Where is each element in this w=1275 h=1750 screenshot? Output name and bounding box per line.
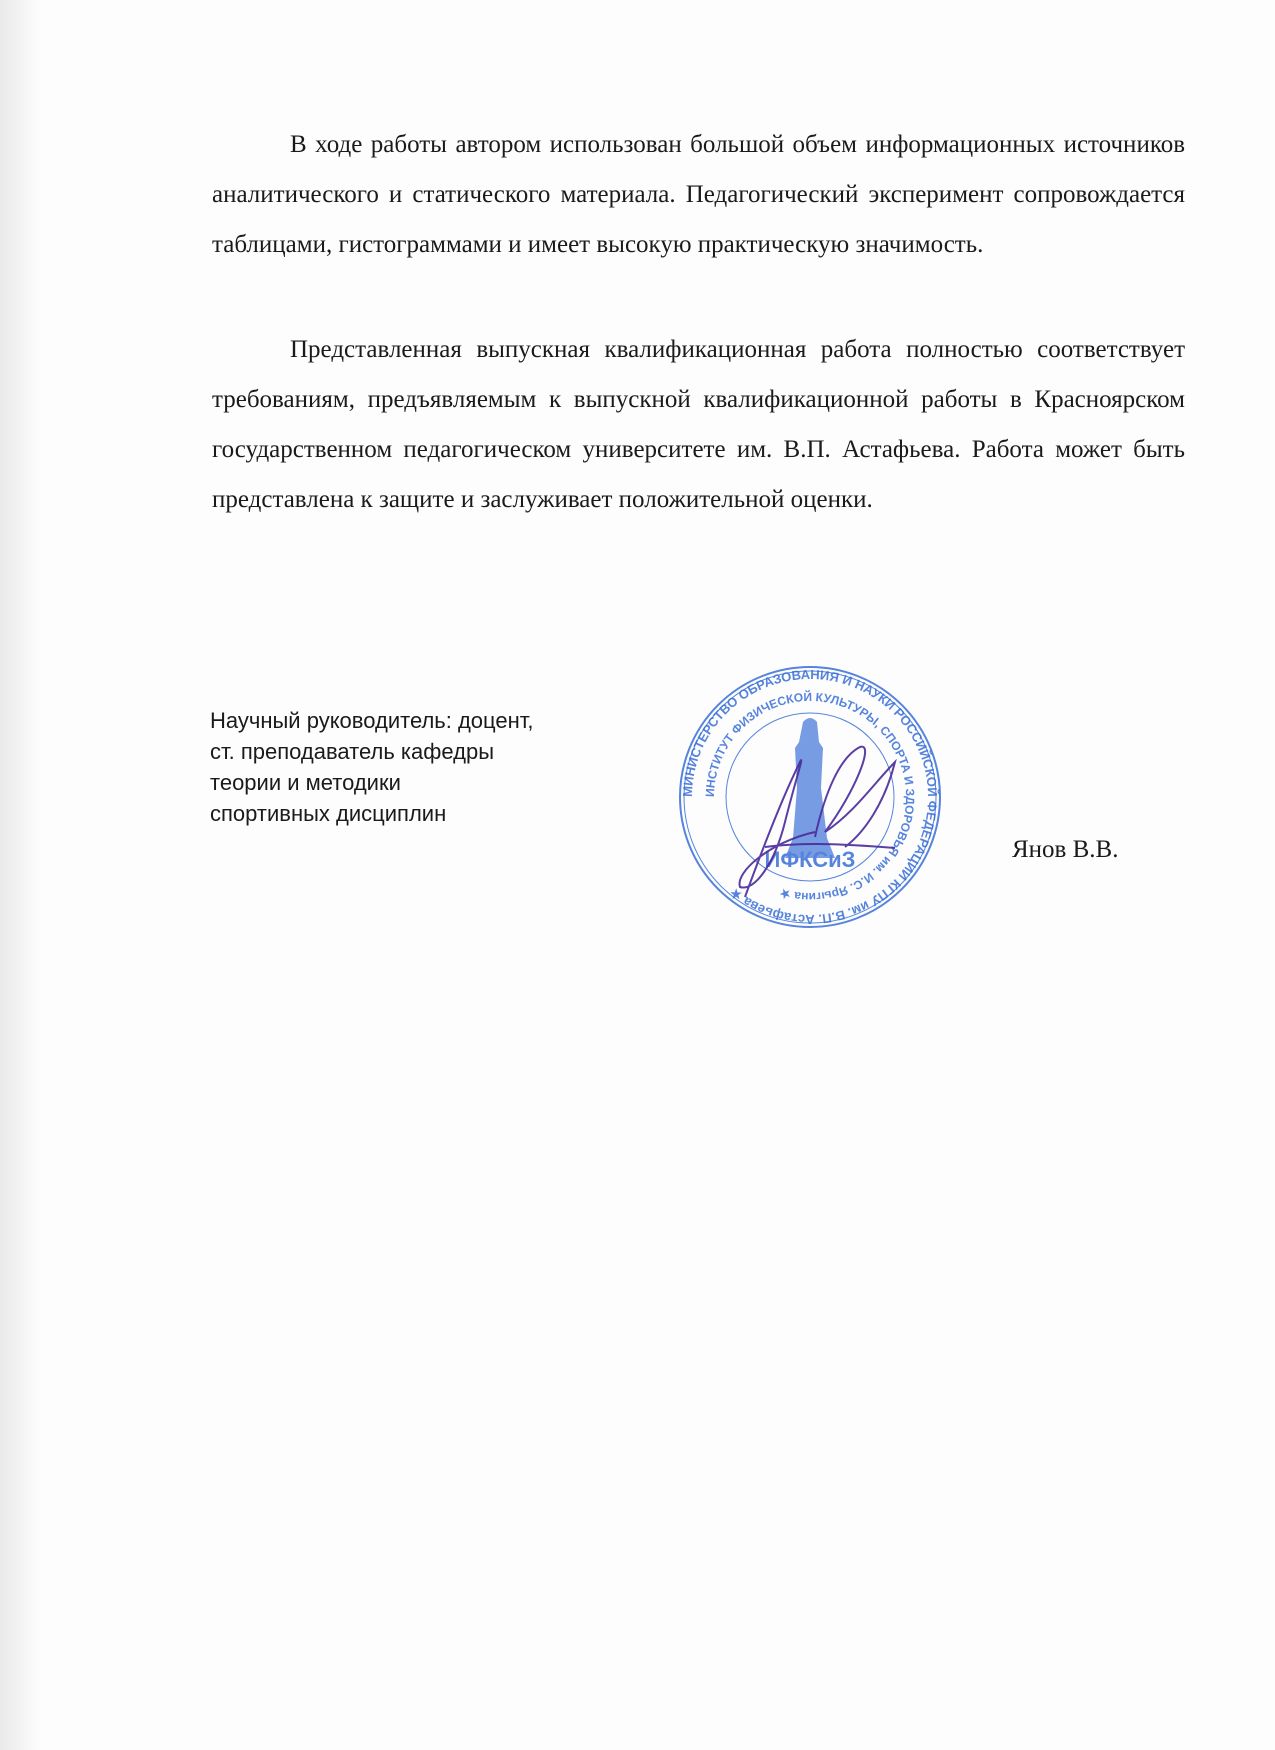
paragraph-2: [212, 325, 1185, 525]
scan-edge: [0, 0, 40, 1750]
paragraph-1: [212, 120, 1185, 270]
supervisor-title-line: ст. преподаватель кафедры: [210, 739, 495, 764]
supervisor-title-line: Научный руководитель: доцент,: [210, 708, 534, 733]
institution-stamp: [675, 662, 945, 932]
stamp-inner-text: ИНСТИТУТ ФИЗИЧЕСКОЙ КУЛЬТУРЫ, СПОРТА И ЗДОРОВЬЯ им. И.С. Ярыгина ★: [702, 689, 918, 905]
supervisor-name: Янов В.В.: [1012, 836, 1119, 863]
supervisor-title-line: спортивных дисциплин: [210, 801, 447, 826]
paragraph-text: В ходе работы автором использован большой объем информационных источников аналитического и статического материала. Педагогический эксперимент сопровождается таблицами, гистограммами и имеет высокую практическую значимость.: [212, 131, 1185, 258]
statue-emblem-icon: [785, 718, 835, 858]
stamp-center-text: ИФКСиЗ: [764, 847, 856, 872]
supervisor-title-line: теории и методики: [210, 770, 401, 795]
paragraph-text: Представленная выпускная квалификационная работа полностью соответствует требованиям, предъявляемым к выпускной квалификационной работы в Красноярском государственном педагогическом университете им. В.П. Астафьева. Работа может быть представлена к защите и заслуживает положительной оценки.: [212, 336, 1185, 513]
supervisor-signature-block: [210, 705, 534, 829]
stamp-outer-text: МИНИСТЕРСТВО ОБРАЗОВАНИЯ И НАУКИ РОССИЙСКОЙ ФЕДЕРАЦИИ КГПУ им. В.П. Астафьева ★: [679, 666, 941, 928]
